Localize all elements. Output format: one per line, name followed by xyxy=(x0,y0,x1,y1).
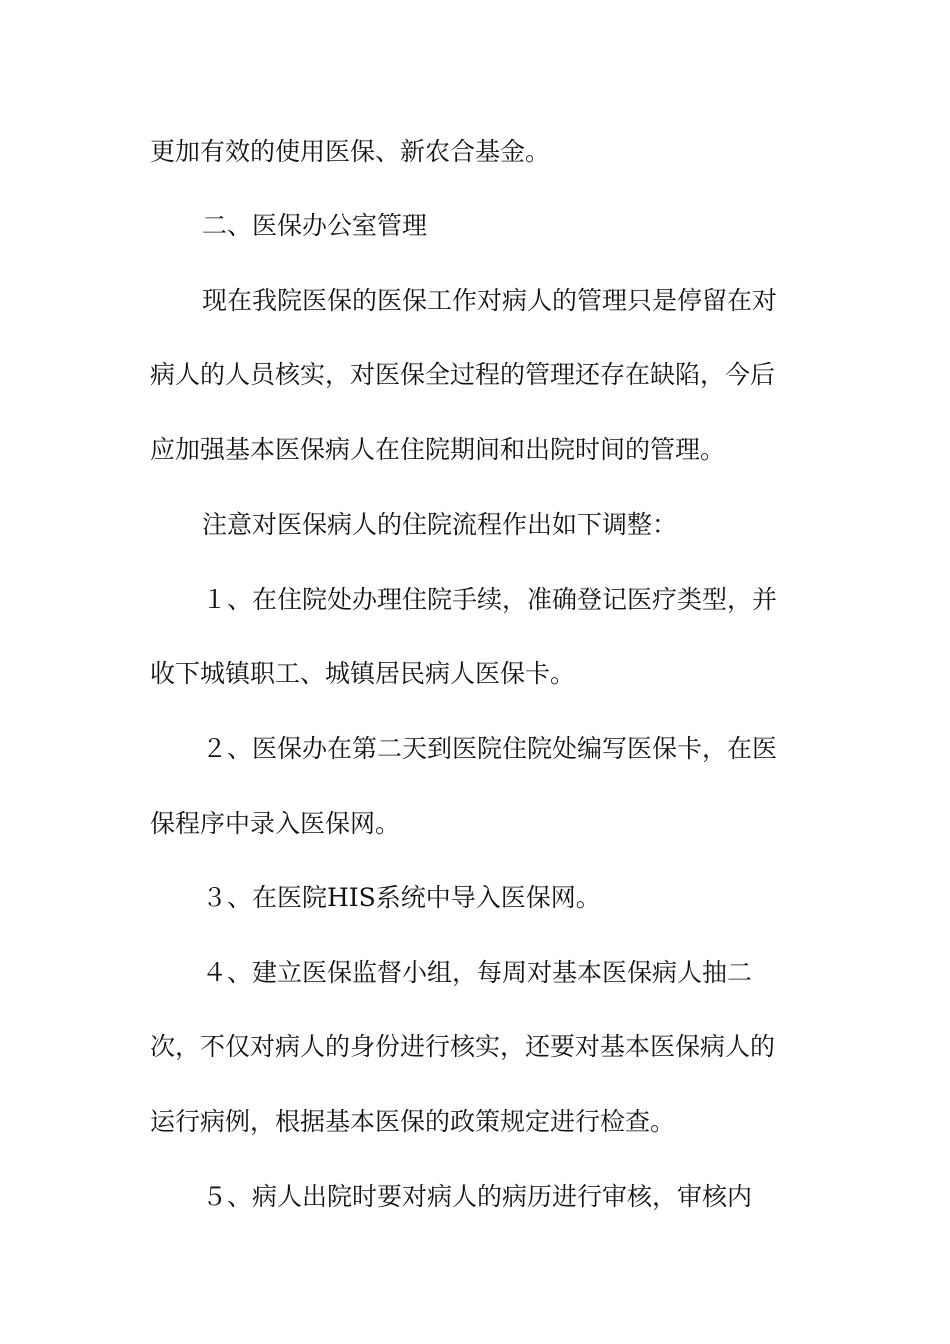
paragraph-line: 病人的人员核实，对医保全过程的管理还存在缺陷，今后 xyxy=(150,360,776,389)
list-item-1-line: １、在住院处办理住院手续，准确登记医疗类型，并 xyxy=(202,585,778,614)
paragraph-line: 更加有效的使用医保、新农合基金。 xyxy=(150,137,551,166)
list-item-2-line: 保程序中录入医保网。 xyxy=(150,809,401,838)
list-item-3-line: ３、在医院HIS系统中导入医保网。 xyxy=(202,883,601,912)
paragraph-line: 注意对医保病人的住院流程作出如下调整： xyxy=(202,510,678,539)
list-item-4-line: ４、建立医保监督小组，每周对基本医保病人抽二 xyxy=(202,958,753,987)
paragraph-line: 现在我院医保的医保工作对病人的管理只是停留在对 xyxy=(202,286,778,315)
list-item-4-line: 运行病例，根据基本医保的政策规定进行检查。 xyxy=(150,1107,676,1136)
list-item-4-line: 次，不仅对病人的身份进行核实，还要对基本医保病人的 xyxy=(150,1032,776,1061)
list-item-1-line: 收下城镇职工、城镇居民病人医保卡。 xyxy=(150,659,576,688)
section-heading: 二、医保办公室管理 xyxy=(202,211,428,240)
list-item-2-line: ２、医保办在第二天到医院住院处编写医保卡，在医 xyxy=(202,734,778,763)
list-item-5-line: ５、病人出院时要对病人的病历进行审核，审核内 xyxy=(202,1182,753,1211)
paragraph-line: 应加强基本医保病人在住院期间和出院时间的管理。 xyxy=(150,435,726,464)
